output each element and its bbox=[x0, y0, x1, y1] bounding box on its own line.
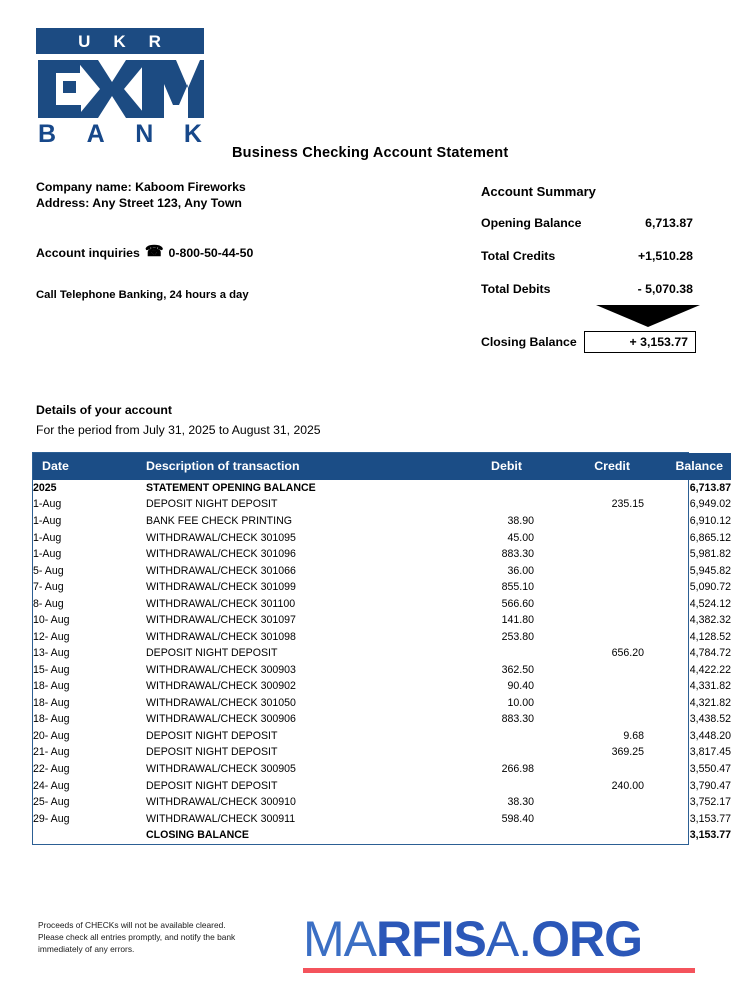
watermark-text bbox=[303, 911, 695, 967]
cell-balance: 3,550.47 bbox=[689, 762, 731, 775]
cell-credit bbox=[534, 563, 644, 580]
cell-date: 12- Aug bbox=[33, 630, 70, 643]
cell-debit bbox=[418, 480, 534, 497]
transactions-table-body bbox=[33, 480, 731, 844]
cell-description: WITHDRAWAL/CHECK 300905 bbox=[146, 762, 296, 775]
cell-date: 18- Aug bbox=[33, 713, 70, 726]
cell-debit: 362.50 bbox=[501, 663, 534, 676]
cell-balance: 3,752.17 bbox=[689, 796, 731, 809]
cell-credit bbox=[534, 580, 644, 597]
table-row[interactable] bbox=[33, 513, 731, 530]
account-inquiries-label: Account inquiries bbox=[36, 245, 140, 260]
cell-credit: 9.68 bbox=[623, 729, 644, 742]
cell-balance: 6,865.12 bbox=[689, 531, 731, 544]
cell-debit: 45.00 bbox=[507, 531, 534, 544]
logo-letter-k2: K bbox=[183, 120, 202, 148]
table-row[interactable] bbox=[33, 761, 731, 778]
cell-balance: 4,331.82 bbox=[689, 680, 731, 693]
cell-debit: 598.40 bbox=[501, 812, 534, 825]
logo-bank-word bbox=[36, 122, 204, 147]
closing-balance-row bbox=[481, 331, 696, 353]
cell-description: WITHDRAWAL/CHECK 301098 bbox=[146, 630, 296, 643]
footer-disclaimer: Proceeds of CHECKs will not be available cleared. Please check all entries promptly, and notify the bank immediately of any errors. bbox=[38, 920, 236, 954]
cell-debit: 90.40 bbox=[507, 680, 534, 693]
cell-debit bbox=[418, 728, 534, 745]
cell-debit: 253.80 bbox=[501, 630, 534, 643]
page-title: Business Checking Account Statement bbox=[232, 145, 509, 161]
cell-debit: 855.10 bbox=[501, 581, 534, 594]
cell-description: WITHDRAWAL/CHECK 301050 bbox=[146, 696, 296, 709]
telephone-banking-note: Call Telephone Banking, 24 hours a day bbox=[36, 289, 249, 301]
cell-balance: 4,524.12 bbox=[689, 597, 731, 610]
table-row[interactable] bbox=[33, 497, 731, 514]
summary-label-opening-balance: Opening Balance bbox=[481, 216, 582, 230]
cell-description: WITHDRAWAL/CHECK 301100 bbox=[146, 597, 296, 610]
down-arrow-icon bbox=[596, 305, 700, 327]
summary-value-total-credits: +1,510.28 bbox=[637, 249, 693, 263]
cell-date: 20- Aug bbox=[33, 729, 70, 742]
transactions-table-head bbox=[33, 453, 731, 480]
cell-date: 1-Aug bbox=[33, 531, 62, 544]
bank-logo bbox=[36, 28, 204, 147]
table-row[interactable] bbox=[33, 712, 731, 729]
cell-credit bbox=[534, 613, 644, 630]
table-row[interactable] bbox=[33, 745, 731, 762]
cell-balance: 6,949.02 bbox=[689, 498, 731, 511]
transactions-table-container bbox=[32, 452, 731, 845]
cell-date: 1-Aug bbox=[33, 498, 62, 511]
cell-debit bbox=[418, 745, 534, 762]
cell-balance: 4,128.52 bbox=[689, 630, 731, 643]
column-header-debit[interactable]: Debit bbox=[418, 453, 534, 480]
customer-info bbox=[36, 180, 246, 211]
cell-credit bbox=[534, 629, 644, 646]
cell-credit bbox=[534, 761, 644, 778]
cell-debit: 38.30 bbox=[507, 796, 534, 809]
summary-row-total-debits bbox=[481, 282, 693, 296]
watermark-part-4: ORG bbox=[531, 911, 643, 967]
cell-balance: 4,382.32 bbox=[689, 614, 731, 627]
summary-row-opening-balance bbox=[481, 216, 693, 230]
cell-balance: 5,945.82 bbox=[689, 564, 731, 577]
logo-letter-n: N bbox=[135, 120, 154, 148]
cell-date: 13- Aug bbox=[33, 647, 70, 660]
summary-row-total-credits bbox=[481, 249, 693, 263]
watermark bbox=[303, 911, 695, 973]
cell-debit bbox=[418, 828, 534, 845]
cell-debit bbox=[418, 778, 534, 795]
cell-credit bbox=[534, 679, 644, 696]
cell-balance: 4,422.22 bbox=[689, 663, 731, 676]
cell-description: WITHDRAWAL/CHECK 301096 bbox=[146, 548, 296, 561]
table-row[interactable] bbox=[33, 778, 731, 795]
cell-balance: 6,910.12 bbox=[689, 515, 731, 528]
table-row[interactable] bbox=[33, 728, 731, 745]
table-row[interactable] bbox=[33, 480, 731, 497]
cell-date: 10- Aug bbox=[33, 614, 70, 627]
cell-credit bbox=[534, 480, 644, 497]
cell-credit: 369.25 bbox=[611, 746, 644, 759]
cell-debit: 10.00 bbox=[507, 696, 534, 709]
column-header-description[interactable]: Description of transaction bbox=[146, 453, 418, 480]
cell-debit: 883.30 bbox=[501, 713, 534, 726]
account-summary-title: Account Summary bbox=[481, 184, 596, 199]
cell-debit: 141.80 bbox=[501, 614, 534, 627]
cell-description: WITHDRAWAL/CHECK 301099 bbox=[146, 581, 296, 594]
table-row[interactable] bbox=[33, 795, 731, 812]
table-row[interactable] bbox=[33, 811, 731, 828]
company-address-line: Address: Any Street 123, Any Town bbox=[36, 195, 242, 210]
closing-balance-value: + 3,153.77 bbox=[584, 331, 696, 353]
cell-debit: 266.98 bbox=[501, 762, 534, 775]
cell-description: CLOSING BALANCE bbox=[146, 829, 249, 842]
cell-balance: 3,817.45 bbox=[689, 746, 731, 759]
watermark-part-3: A. bbox=[485, 911, 532, 967]
cell-description: WITHDRAWAL/CHECK 300902 bbox=[146, 680, 296, 693]
table-row[interactable] bbox=[33, 530, 731, 547]
table-row[interactable] bbox=[33, 596, 731, 613]
cell-credit bbox=[534, 828, 644, 845]
cell-balance: 3,438.52 bbox=[689, 713, 731, 726]
cell-description: WITHDRAWAL/CHECK 300910 bbox=[146, 796, 296, 809]
cell-description: BANK FEE CHECK PRINTING bbox=[146, 515, 292, 528]
cell-balance: 6,713.87 bbox=[689, 481, 731, 494]
table-row[interactable] bbox=[33, 629, 731, 646]
cell-description: WITHDRAWAL/CHECK 300903 bbox=[146, 663, 296, 676]
cell-date: 18- Aug bbox=[33, 680, 70, 693]
cell-balance: 5,981.82 bbox=[689, 548, 731, 561]
cell-credit bbox=[534, 596, 644, 613]
logo-letter-a: A bbox=[86, 120, 105, 148]
cell-description: WITHDRAWAL/CHECK 301097 bbox=[146, 614, 296, 627]
cell-balance: 4,784.72 bbox=[689, 647, 731, 660]
cell-date: 21- Aug bbox=[33, 746, 70, 759]
cell-debit bbox=[418, 497, 534, 514]
telephone-icon: ☎ bbox=[144, 243, 164, 260]
cell-description: DEPOSIT NIGHT DEPOSIT bbox=[146, 746, 278, 759]
cell-balance: 5,090.72 bbox=[689, 581, 731, 594]
cell-credit: 235.15 bbox=[611, 498, 644, 511]
details-heading: Details of your account bbox=[36, 403, 172, 417]
summary-label-total-debits: Total Debits bbox=[481, 282, 551, 296]
logo-letter-b: B bbox=[38, 120, 57, 148]
cell-date: 24- Aug bbox=[33, 779, 70, 792]
cell-balance: 3,153.77 bbox=[689, 812, 731, 825]
cell-date bbox=[33, 828, 146, 845]
cell-credit bbox=[534, 795, 644, 812]
cell-credit bbox=[534, 695, 644, 712]
account-inquiries-phone: 0-800-50-44-50 bbox=[168, 245, 254, 260]
summary-value-total-debits: - 5,070.38 bbox=[637, 282, 693, 296]
table-row[interactable] bbox=[33, 613, 731, 630]
watermark-underline bbox=[303, 968, 695, 973]
company-name-line: Company name: Kaboom Fireworks bbox=[36, 180, 246, 194]
cell-date: 22- Aug bbox=[33, 762, 70, 775]
cell-date: 5- Aug bbox=[33, 564, 64, 577]
account-inquiries bbox=[36, 245, 253, 260]
cell-date: 1-Aug bbox=[33, 515, 62, 528]
logo-ukr-banner bbox=[36, 28, 204, 54]
cell-date: 18- Aug bbox=[33, 696, 70, 709]
cell-date: 7- Aug bbox=[33, 581, 64, 594]
cell-date: 1-Aug bbox=[33, 548, 62, 561]
cell-description: WITHDRAWAL/CHECK 300911 bbox=[146, 812, 296, 825]
cell-description: STATEMENT OPENING BALANCE bbox=[146, 481, 316, 494]
logo-letter-r: R bbox=[148, 31, 162, 51]
summary-label-total-credits: Total Credits bbox=[481, 249, 556, 263]
cell-description: WITHDRAWAL/CHECK 300906 bbox=[146, 713, 296, 726]
table-row[interactable] bbox=[33, 563, 731, 580]
cell-balance: 3,790.47 bbox=[689, 779, 731, 792]
table-row[interactable] bbox=[33, 547, 731, 564]
cell-credit: 240.00 bbox=[611, 779, 644, 792]
cell-credit bbox=[534, 513, 644, 530]
table-row[interactable] bbox=[33, 662, 731, 679]
cell-credit bbox=[534, 712, 644, 729]
cell-debit: 36.00 bbox=[507, 564, 534, 577]
cell-balance: 3,448.20 bbox=[689, 729, 731, 742]
cell-description: DEPOSIT NIGHT DEPOSIT bbox=[146, 779, 278, 792]
cell-credit bbox=[534, 811, 644, 828]
cell-credit bbox=[534, 547, 644, 564]
table-row[interactable] bbox=[33, 646, 731, 663]
cell-description: DEPOSIT NIGHT DEPOSIT bbox=[146, 647, 278, 660]
watermark-part-1: MA bbox=[303, 911, 376, 967]
cell-date: 29- Aug bbox=[33, 812, 70, 825]
cell-debit bbox=[418, 646, 534, 663]
cell-debit: 883.30 bbox=[501, 548, 534, 561]
statement-period: For the period from July 31, 2025 to August 31, 2025 bbox=[36, 423, 321, 437]
logo-exim-wordmark bbox=[36, 60, 204, 118]
cell-date: 2025 bbox=[33, 481, 57, 494]
cell-debit: 38.90 bbox=[507, 515, 534, 528]
cell-description: WITHDRAWAL/CHECK 301066 bbox=[146, 564, 296, 577]
column-header-date[interactable]: Date bbox=[33, 453, 146, 480]
cell-date: 25- Aug bbox=[33, 796, 70, 809]
summary-value-opening-balance: 6,713.87 bbox=[645, 216, 693, 230]
table-row[interactable] bbox=[33, 695, 731, 712]
cell-description: DEPOSIT NIGHT DEPOSIT bbox=[146, 729, 278, 742]
column-header-balance[interactable]: Balance bbox=[644, 453, 731, 480]
table-header-row bbox=[33, 453, 731, 480]
table-row[interactable] bbox=[33, 679, 731, 696]
closing-balance-label: Closing Balance bbox=[481, 335, 577, 349]
logo-letter-u: U bbox=[78, 31, 92, 51]
cell-credit bbox=[534, 662, 644, 679]
account-summary bbox=[481, 184, 693, 315]
column-header-credit[interactable]: Credit bbox=[534, 453, 644, 480]
cell-balance: 3,153.77 bbox=[689, 829, 731, 842]
logo-letter-k: K bbox=[113, 31, 127, 51]
table-row[interactable] bbox=[33, 828, 731, 845]
cell-credit: 656.20 bbox=[611, 647, 644, 660]
cell-description: WITHDRAWAL/CHECK 301095 bbox=[146, 531, 296, 544]
cell-credit bbox=[534, 530, 644, 547]
cell-date: 8- Aug bbox=[33, 597, 64, 610]
watermark-part-2: RFIS bbox=[376, 911, 486, 967]
table-row[interactable] bbox=[33, 580, 731, 597]
cell-description: DEPOSIT NIGHT DEPOSIT bbox=[146, 498, 278, 511]
cell-date: 15- Aug bbox=[33, 663, 70, 676]
transactions-table bbox=[33, 453, 731, 844]
cell-debit: 566.60 bbox=[501, 597, 534, 610]
cell-balance: 4,321.82 bbox=[689, 696, 731, 709]
